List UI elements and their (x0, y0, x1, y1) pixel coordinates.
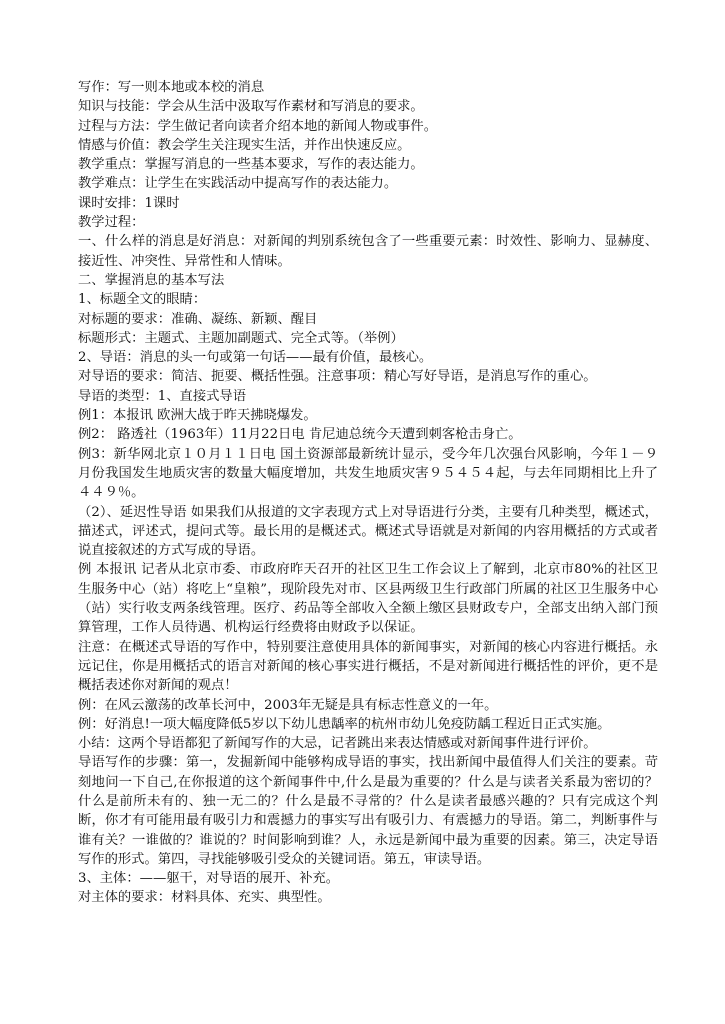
heading-writing-task: 写作：写一则本地或本校的消息 (78, 80, 265, 95)
title-requirements: 对标题的要求：准确、凝练、新颖、醒目 (78, 311, 318, 327)
teaching-focus: 教学重点：掌握写消息的一些基本要求，写作的表达能力。 (78, 157, 424, 173)
goal-emotion: 情感与价值：教会学生关注现实生活，并作出快速反应。 (78, 137, 411, 153)
note-summary-lead: 注意：在概述式导语的写作中，特别要注意使用具体的新闻事实，对新闻的核心内容进行概括。永远记住，你是用概括式的语言对新闻的核心事实进行概括，不是对新闻进行概括性的评价，更不是概括表述你对新闻的观点！ (78, 639, 658, 694)
teaching-difficulty: 教学难点：让学生在实践活动中提高写作的表达能力。 (78, 176, 398, 192)
lead-types: 导语的类型：1、直接式导语 (78, 388, 247, 404)
title-eye-heading: 1、标题全文的眼睛： (78, 292, 207, 308)
goal-knowledge: 知识与技能：学会从生活中汲取写作素材和写消息的要求。 (78, 99, 424, 115)
document-body (78, 78, 658, 908)
example-2: 例2： 路透社（1963年）11月22日电 肯尼迪总统今天遭到刺客枪击身亡。 (78, 427, 522, 443)
example-good-news: 例：好消息!一项大幅度降低5岁以下幼儿患龋率的杭州市幼儿免疫防龋工程近日正式实施。 (78, 716, 611, 732)
body-requirements: 对主体的要求：材料具体、充实、典型性。 (78, 890, 331, 906)
goal-process: 过程与方法：学生做记者向读者介绍本地的新闻人物或事件。 (78, 118, 438, 134)
example-beijing: 例 本报讯 记者从北京市委、市政府昨天召开的社区卫生工作会议上了解到，北京市80%的社区卫生服务中心（站）将吃上“皇粮”，现阶段先对市、区县两级卫生行政部门所属的社区卫生服务中心（站）实行收支两条线管理。医疗、药品等全部收入全额上缴区县财政专户，全部支出纳入部门预算管理，工作人员待遇、机构运行经费将由财政予以保证。 (78, 562, 658, 636)
delayed-lead: （2）、延迟性导语 如果我们从报道的文字表现方式上对导语进行分类，主要有几种类型，概述式，描述式，评述式，提问式等。最长用的是概述式。概述式导语就是对新闻的内容用概括的方式或者说直接叙述的方式写成的导语。 (78, 504, 658, 559)
teaching-process-heading: 教学过程： (78, 215, 145, 231)
title-forms: 标题形式：主题式、主题加副题式、完全式等。（举例） (78, 330, 404, 346)
lead-definition: 2、导语：消息的头一句或第一句话——最有价值，最核心。 (78, 350, 433, 366)
lead-writing-steps: 导语写作的步骤：第一，发掘新闻中能够构成导语的事实，找出新闻中最值得人们关注的要素。苛刻地问一下自己,在你报道的这个新闻事件中,什么是最为重要的？什么是与读者关系最为密切的？什么是前所未有的、独一无二的？什么是最不寻常的？什么是读者最感兴趣的？只有完成这个判断，你才有可能用最有吸引力和震撼力的事实写出有吸引力、有震撼力的导语。第二，判断事件与谁有关？一谁做的？谁说的？时间影响到谁？人，永远是新闻中最为重要的因素。第三，决定导语写作的形式。第四，寻找能够吸引受众的关键词语。第五，审读导语。 (78, 755, 658, 867)
example-3: 例3：新华网北京１０月１１日电 国土资源部最新统计显示，受今年几次强台风影响，今年１－９月份我国发生地质灾害的数量大幅度增加，共发生地质灾害９５４５４起，与去年同期相比上升了４４９％。 (78, 446, 658, 501)
section-good-news: 一、什么样的消息是好消息：对新闻的判别系统包含了一些重要元素：时效性、影响力、显赫度、接近性、冲突性、异常性和人情味。 (78, 234, 658, 269)
class-hours: 课时安排：1课时 (78, 195, 180, 211)
example-1: 例1：本报讯 欧洲大战于昨天拂晓爆发。 (78, 408, 317, 424)
lead-requirements: 对导语的要求：简洁、扼要、概括性强。注意事项：精心写好导语，是消息写作的重心。 (78, 369, 597, 385)
body-definition: 3、主体：——躯干，对导语的展开、补充。 (78, 871, 340, 887)
example-2003: 例：在风云激荡的改革长河中，2003年无疑是具有标志性意义的一年。 (78, 697, 498, 713)
section-basic-writing: 二、掌握消息的基本写法 (78, 272, 225, 288)
summary: 小结：这两个导语都犯了新闻写作的大忌，记者跳出来表达情感或对新闻事件进行评价。 (78, 736, 597, 752)
